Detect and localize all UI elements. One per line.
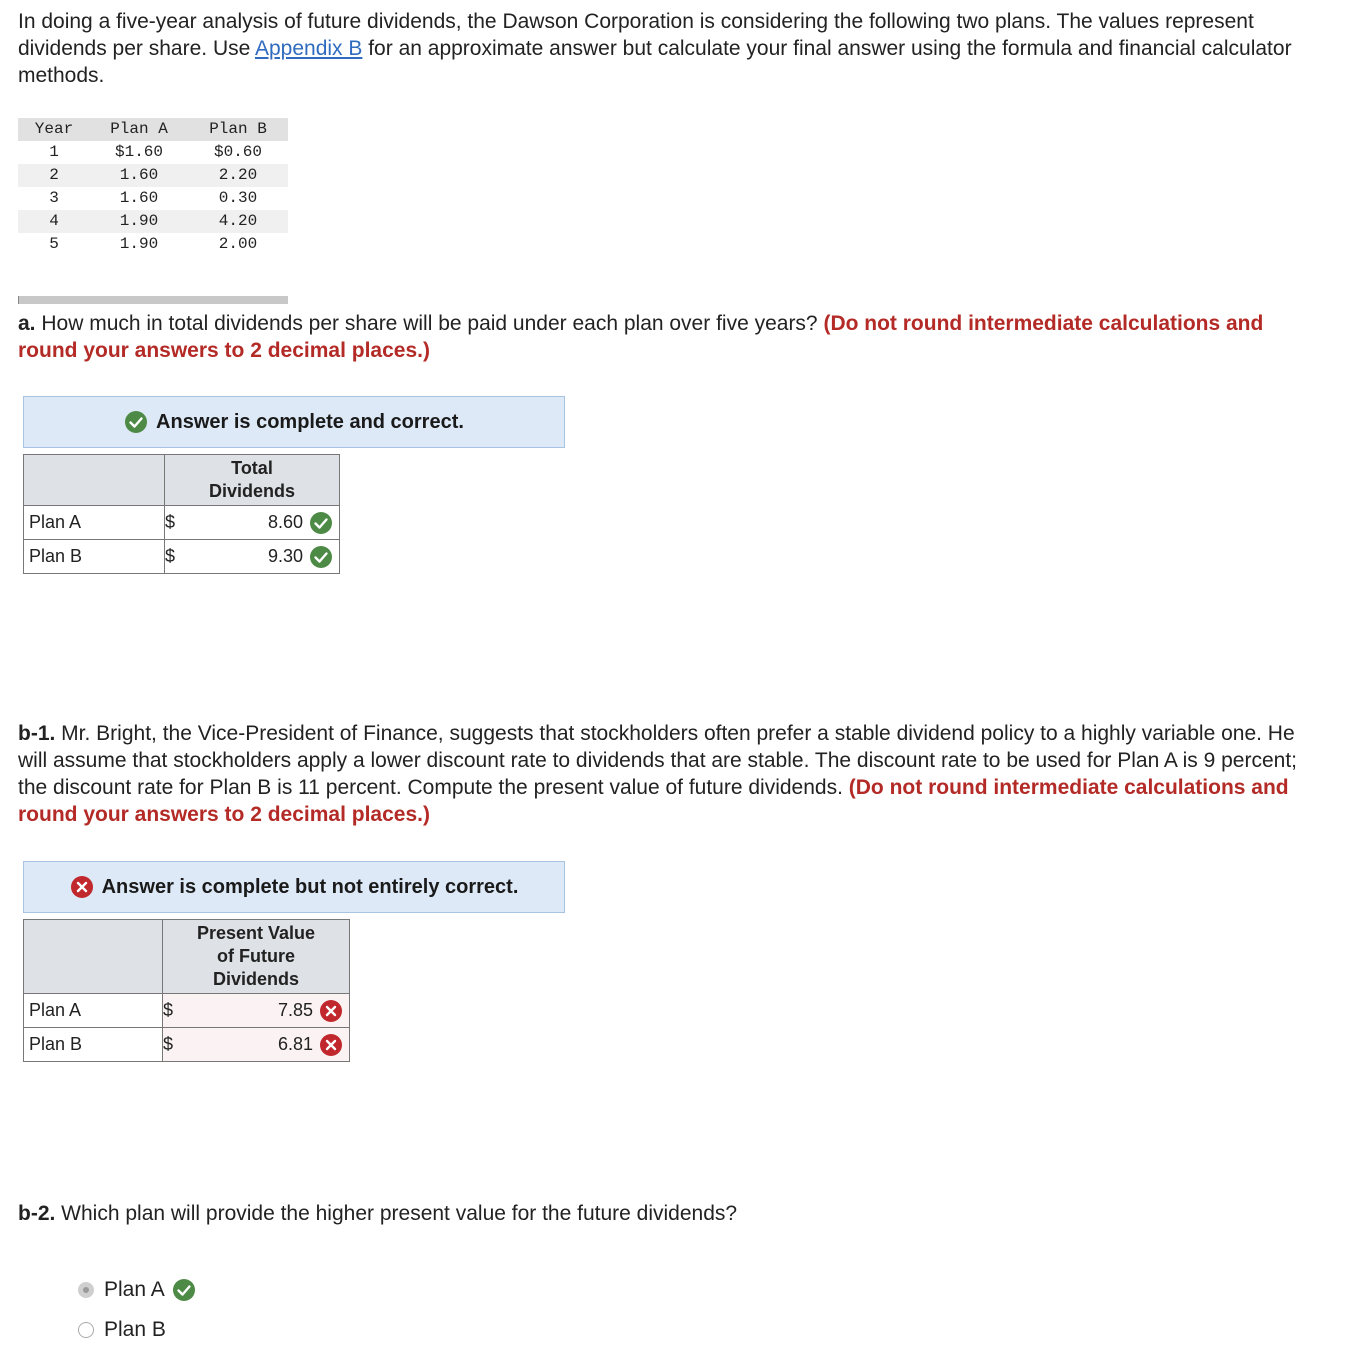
dividend-table [18, 118, 288, 304]
header-line-2: Dividends [208, 481, 296, 501]
answer-cell[interactable] [188, 506, 339, 540]
radio-option-plan-a[interactable] [78, 1278, 196, 1302]
part-a-answer-table [23, 454, 340, 574]
check-circle-icon [309, 511, 333, 535]
x-circle-icon [70, 875, 94, 899]
cell-plan-a: 1.90 [119, 212, 159, 230]
cell-year: 5 [49, 235, 59, 253]
radio-label[interactable]: Plan A [104, 1278, 165, 1301]
appendix-b-link[interactable]: Appendix B [254, 37, 363, 60]
table-row [24, 506, 340, 540]
table-row [18, 187, 288, 210]
present-value-header [163, 920, 350, 994]
part-b2-label: b-2. [18, 1202, 56, 1225]
answer-cell[interactable] [188, 1028, 349, 1062]
part-b1-text: Mr. Bright, the Vice-President of Finance, suggests that stockholders often prefer a stable dividend policy to a highly variable one. He will assume that stockholders apply a lower discount rate to dividends that are stable. The discount rate to be used for Plan A is 9 percent; the discount rate for Plan B is 11 percent. Compute the present value of future dividends. [18, 722, 1298, 799]
header-plan-a: Plan A [110, 120, 168, 138]
part-b1-answer-table [23, 919, 350, 1062]
cell-plan-b: 2.20 [218, 166, 258, 184]
table-row [18, 164, 288, 187]
cell-plan-a: 1.60 [119, 166, 159, 184]
table-row [18, 233, 288, 256]
table-row [18, 210, 288, 233]
row-label: Plan B [24, 1028, 163, 1062]
dividend-table-header [18, 118, 288, 141]
part-a-question [18, 310, 1328, 364]
table-row [24, 540, 340, 574]
cell-plan-b: $0.60 [213, 143, 262, 161]
part-a-instruction: (Do not round intermediate calculations and round your answers to 2 decimal places.) [18, 312, 1264, 362]
header-line-1: Present Value [196, 923, 316, 943]
cell-plan-b: 2.00 [218, 235, 258, 253]
header-year: Year [34, 120, 74, 138]
cell-year: 4 [49, 212, 59, 230]
total-dividends-header [165, 455, 340, 506]
cell-plan-b: 0.30 [218, 189, 258, 207]
header-line-3: Dividends [212, 969, 300, 989]
check-circle-icon [172, 1278, 196, 1302]
cell-year: 2 [49, 166, 59, 184]
part-b1-instruction: (Do not round intermediate calculations and round your answers to 2 decimal places.) [18, 776, 1289, 826]
banner-text: Answer is complete and correct. [156, 410, 464, 433]
header-line-2: of Future [217, 946, 295, 966]
header-plan-b: Plan B [209, 120, 267, 138]
currency-symbol: $ [165, 506, 189, 540]
cell-year: 1 [49, 143, 59, 161]
row-label: Plan B [24, 540, 165, 574]
cell-year: 3 [49, 189, 59, 207]
x-circle-icon [319, 999, 343, 1023]
radio-option-plan-b[interactable] [78, 1318, 166, 1342]
cell-plan-b: 4.20 [218, 212, 258, 230]
radio-button[interactable] [78, 1322, 94, 1338]
part-b1-result-banner [23, 861, 565, 913]
header-line-1: Total [231, 458, 273, 478]
intro-text: In doing a five-year analysis of future dividends, the Dawson Corporation is considering the following two plans. The values represent dividends per share. Use [18, 10, 1254, 60]
part-b2-question [18, 1200, 1328, 1227]
empty-header [24, 455, 165, 506]
table-row [24, 994, 350, 1028]
radio-label[interactable]: Plan B [104, 1318, 166, 1341]
cell-plan-a: 1.60 [119, 189, 159, 207]
answer-value[interactable]: 9.30 [267, 545, 303, 566]
radio-button-selected[interactable] [78, 1282, 94, 1298]
answer-value[interactable]: 8.60 [267, 511, 303, 532]
banner-text: Answer is complete but not entirely correct. [101, 875, 519, 898]
cell-plan-a: 1.90 [119, 235, 159, 253]
part-a-result-banner [23, 396, 565, 448]
part-b2-text: Which plan will provide the higher present value for the future dividends? [55, 1202, 738, 1225]
part-b1-label: b-1. [18, 722, 56, 745]
check-circle-icon [124, 410, 148, 434]
answer-cell[interactable] [188, 994, 349, 1028]
part-a-text: How much in total dividends per share will be paid under each plan over five years? [35, 312, 824, 335]
currency-symbol: $ [165, 540, 189, 574]
currency-symbol: $ [163, 1028, 189, 1062]
problem-intro [18, 8, 1328, 89]
check-circle-icon [309, 545, 333, 569]
table-row [24, 1028, 350, 1062]
cell-plan-a: $1.60 [114, 143, 163, 161]
table-scrollbar[interactable] [18, 256, 288, 304]
answer-value[interactable]: 7.85 [277, 999, 313, 1020]
answer-value[interactable]: 6.81 [277, 1033, 313, 1054]
part-a-label: a. [18, 312, 36, 335]
table-row [18, 141, 288, 164]
currency-symbol: $ [163, 994, 189, 1028]
row-label: Plan A [24, 506, 165, 540]
part-b1-question [18, 720, 1328, 828]
answer-cell[interactable] [188, 540, 339, 574]
intro-text-end: for an approximate answer but calculate your final answer using the formula and financial calculator methods. [18, 37, 1292, 87]
x-circle-icon [319, 1033, 343, 1057]
row-label: Plan A [24, 994, 163, 1028]
empty-header [24, 920, 163, 994]
